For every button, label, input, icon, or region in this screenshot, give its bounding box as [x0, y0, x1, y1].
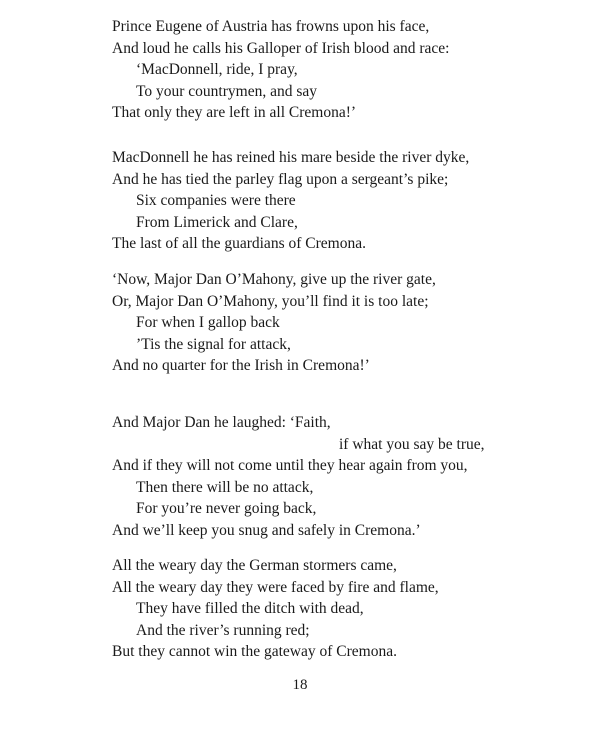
poem-line: MacDonnell he has reined his mare beside the river dyke,	[112, 149, 470, 166]
poem-line: And if they will not come until they hear again from you,	[112, 457, 468, 475]
poem-line: And Major Dan he laughed: ‘Faith,	[112, 414, 331, 431]
stanza-1	[112, 16, 572, 124]
poem-line: Prince Eugene of Austria has frowns upon his face,	[112, 18, 430, 35]
poem-line-indented: ’Tis the signal for attack,	[136, 335, 291, 353]
stanza-2	[112, 147, 572, 255]
poem-line: But they cannot win the gateway of Cremona.	[112, 643, 397, 661]
poem-line: The last of all the guardians of Cremona.	[112, 235, 366, 253]
poem-line-indented: For when I gallop back	[136, 314, 280, 332]
poem-line-indented: ‘MacDonnell, ride, I pray,	[136, 61, 298, 79]
poem-line: And we’ll keep you snug and safely in Cremona.’	[112, 521, 421, 539]
poem-line: That only they are left in all Cremona!’	[112, 104, 357, 122]
poem-line-indented: From Limerick and Clare,	[136, 213, 298, 231]
poem-line: All the weary day they were faced by fire and flame,	[112, 578, 439, 596]
poem-line-indented: Then there will be no attack,	[136, 478, 314, 496]
poem-line-indented: And the river’s running red;	[136, 621, 310, 639]
stanza-5	[112, 555, 572, 663]
poem-line-indented: Six companies were there	[136, 192, 296, 210]
stanza-4	[112, 412, 572, 542]
poem-line-indented: For you’re never going back,	[136, 500, 317, 518]
poem-line: And no quarter for the Irish in Cremona!’	[112, 357, 370, 375]
poem-line: And loud he calls his Galloper of Irish blood and race:	[112, 39, 450, 57]
poem-line-continuation: if what you say be true,	[339, 435, 485, 453]
poem-line-indented: To your countrymen, and say	[136, 82, 317, 100]
poem-line: Or, Major Dan O’Mahony, you’ll find it is too late;	[112, 292, 429, 310]
poem-line: ‘Now, Major Dan O’Mahony, give up the river gate,	[112, 271, 436, 288]
poem-line-indented: They have filled the ditch with dead,	[136, 600, 364, 618]
poem-line: All the weary day the German stormers came,	[112, 557, 397, 574]
stanza-3	[112, 269, 572, 377]
page-number: 18	[292, 677, 308, 693]
poem-line: And he has tied the parley flag upon a sergeant’s pike;	[112, 170, 449, 188]
